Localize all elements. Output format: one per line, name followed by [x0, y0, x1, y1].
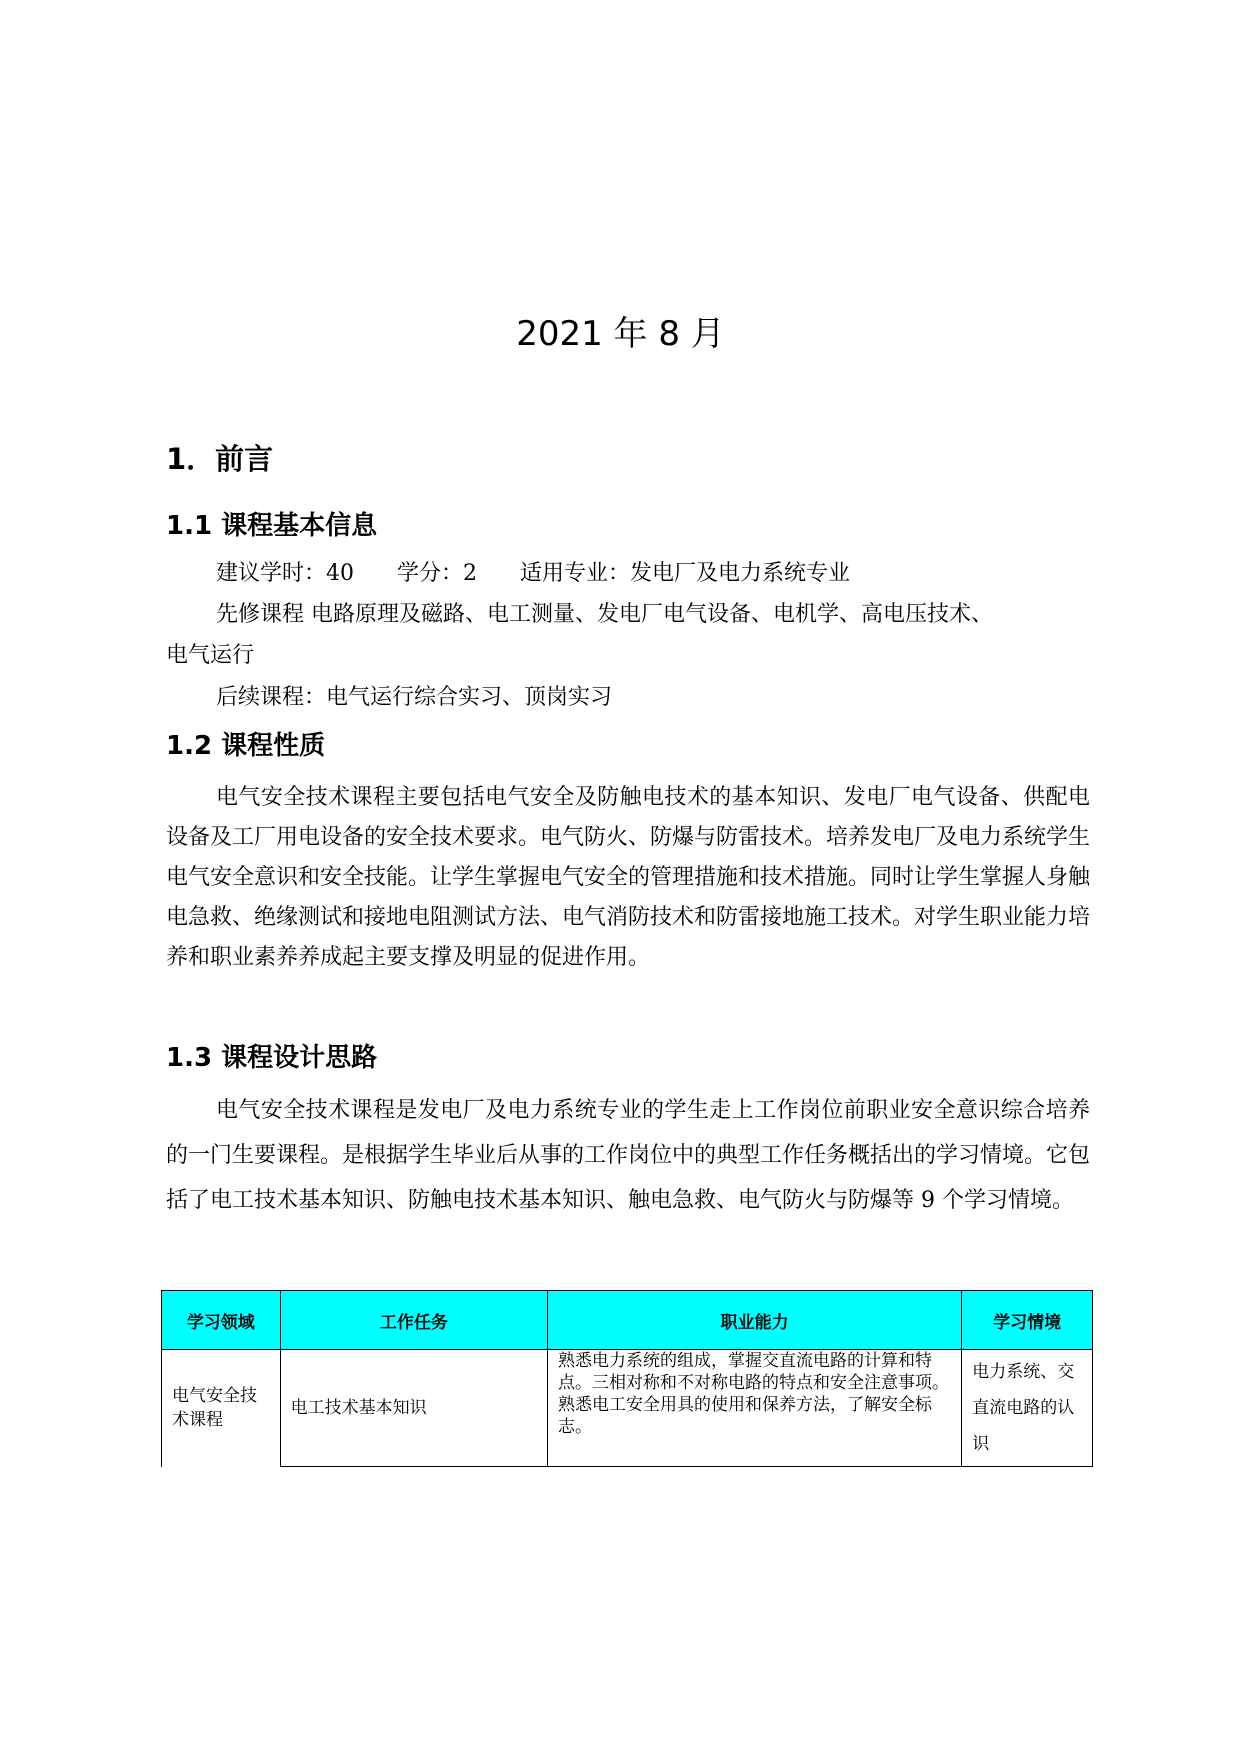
course-table	[161, 1290, 1093, 1467]
prerequisite-courses-line2: 电气运行	[166, 643, 255, 668]
cell-learning-domain: 电气安全技术课程	[162, 1350, 281, 1467]
cell-professional-ability: 熟悉电力系统的组成，掌握交直流电路的计算和特点。三相对称和不对称电路的特点和安全注意事项。熟悉电工安全用具的使用和保养方法，了解安全标志。	[548, 1350, 962, 1467]
design-idea-paragraph: 电气安全技术课程是发电厂及电力系统专业的学生走上工作岗位前职业安全意识综合培养的一门生要课程。是根据学生毕业后从事的工作岗位中的典型工作任务概括出的学习情境。它包括了电工技术基本知识、防触电技术基本知识、触电急救、电气防火与防爆等 9 个学习情境。	[166, 1098, 1091, 1213]
header-learning-situation: 学习情境	[962, 1291, 1093, 1350]
course-nature-paragraph: 电气安全技术课程主要包括电气安全及防触电技术的基本知识、发电厂电气设备、供配电设备及工厂用电设备的安全技术要求。电气防火、防爆与防雷技术。培养发电厂及电力系统学生电气安全意识和安全技能。让学生掌握电气安全的管理措施和技术措施。同时让学生掌握人身触电急救、绝缘测试和接地电阻测试方法、电气消防技术和防雷接地施工技术。对学生职业能力培养和职业素养养成起主要支撑及明显的促进作用。	[166, 785, 1091, 970]
header-work-task: 工作任务	[280, 1291, 547, 1350]
cell-learning-situation: 电力系统、交直流电路的认识	[962, 1350, 1093, 1467]
table-row	[162, 1350, 1093, 1467]
section-heading-preface: 1．前言	[166, 442, 274, 476]
header-learning-domain: 学习领域	[162, 1291, 281, 1350]
section-heading-course-nature: 1.2 课程性质	[166, 731, 326, 761]
table-header-row	[162, 1291, 1093, 1350]
document-date: 2021 年 8 月	[516, 314, 725, 354]
course-credits: 学分：2	[397, 561, 477, 586]
course-hours: 建议学时：40	[216, 561, 354, 586]
follow-up-courses: 后续课程：电气运行综合实习、顶岗实习	[216, 685, 613, 710]
course-major: 适用专业：发电厂及电力系统专业	[520, 561, 851, 586]
course-info-row	[216, 556, 886, 587]
prerequisite-courses-line1: 先修课程 电路原理及磁路、电工测量、发电厂电气设备、电机学、高电压技术、	[216, 602, 993, 627]
section-heading-basic-info: 1.1 课程基本信息	[166, 511, 378, 541]
section-heading-design-idea: 1.3 课程设计思路	[166, 1043, 378, 1073]
header-professional-ability: 职业能力	[548, 1291, 962, 1350]
cell-work-task: 电工技术基本知识	[280, 1350, 547, 1467]
